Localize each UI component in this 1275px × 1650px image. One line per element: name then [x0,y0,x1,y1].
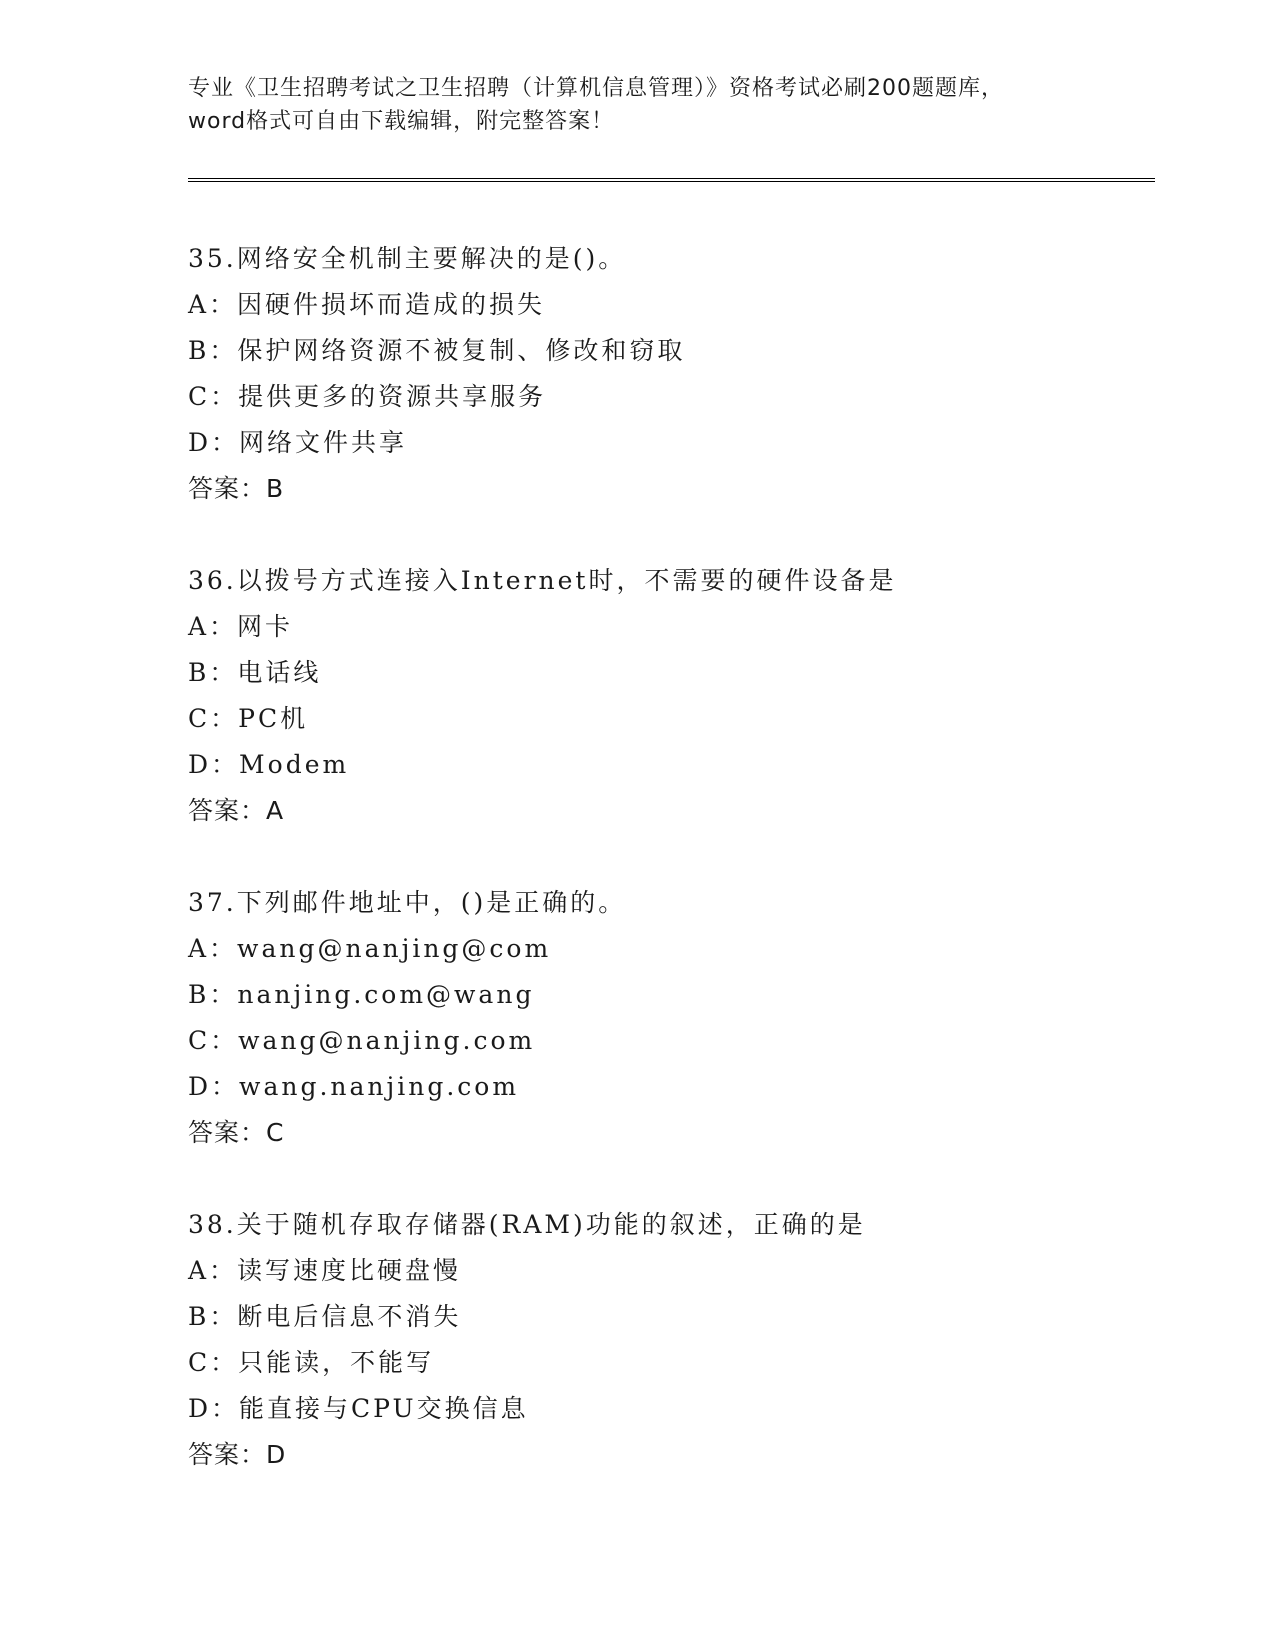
option-d: D：wang.nanjing.com [188,1072,520,1101]
answer-line: 答案：B [188,474,285,503]
question-stem: 35.网络安全机制主要解决的是()。 [188,244,627,273]
question-35 [188,236,1148,512]
option-c: C：提供更多的资源共享服务 [188,382,547,411]
option-c: C：只能读，不能写 [188,1348,435,1377]
option-b: B：保护网络资源不被复制、修改和窃取 [188,336,686,365]
question-stem: 37.下列邮件地址中，()是正确的。 [188,888,627,917]
option-a: A：读写速度比硬盘慢 [188,1256,462,1285]
option-d: D：能直接与CPU交换信息 [188,1394,529,1423]
question-stem: 36.以拨号方式连接入Internet时，不需要的硬件设备是 [188,566,897,595]
option-b: B：断电后信息不消失 [188,1302,462,1331]
header-line-1: 专业《卫生招聘考试之卫生招聘（计算机信息管理）》资格考试必刷200题题库， [188,76,1004,101]
question-37 [188,880,1148,1156]
option-b: B：nanjing.com@wang [188,980,535,1009]
question-list [188,236,1148,1524]
answer-line: 答案：A [188,796,285,825]
option-c: C：wang@nanjing.com [188,1026,536,1055]
option-d: D：网络文件共享 [188,428,408,457]
question-stem: 38.关于随机存取存储器(RAM)功能的叙述，正确的是 [188,1210,866,1239]
header-line-2: word格式可自由下载编辑，附完整答案！ [188,109,615,134]
option-c: C：PC机 [188,704,309,733]
option-b: B：电话线 [188,658,322,687]
option-d: D：Modem [188,750,350,779]
option-a: A：因硬件损坏而造成的损失 [188,290,546,319]
header-double-rule [188,178,1155,182]
answer-line: 答案：C [188,1118,285,1147]
option-a: A：wang@nanjing@com [188,934,552,963]
option-a: A：网卡 [188,612,294,641]
answer-line: 答案：D [188,1440,287,1469]
question-38 [188,1202,1148,1478]
page-header [188,72,1088,138]
question-36 [188,558,1148,834]
